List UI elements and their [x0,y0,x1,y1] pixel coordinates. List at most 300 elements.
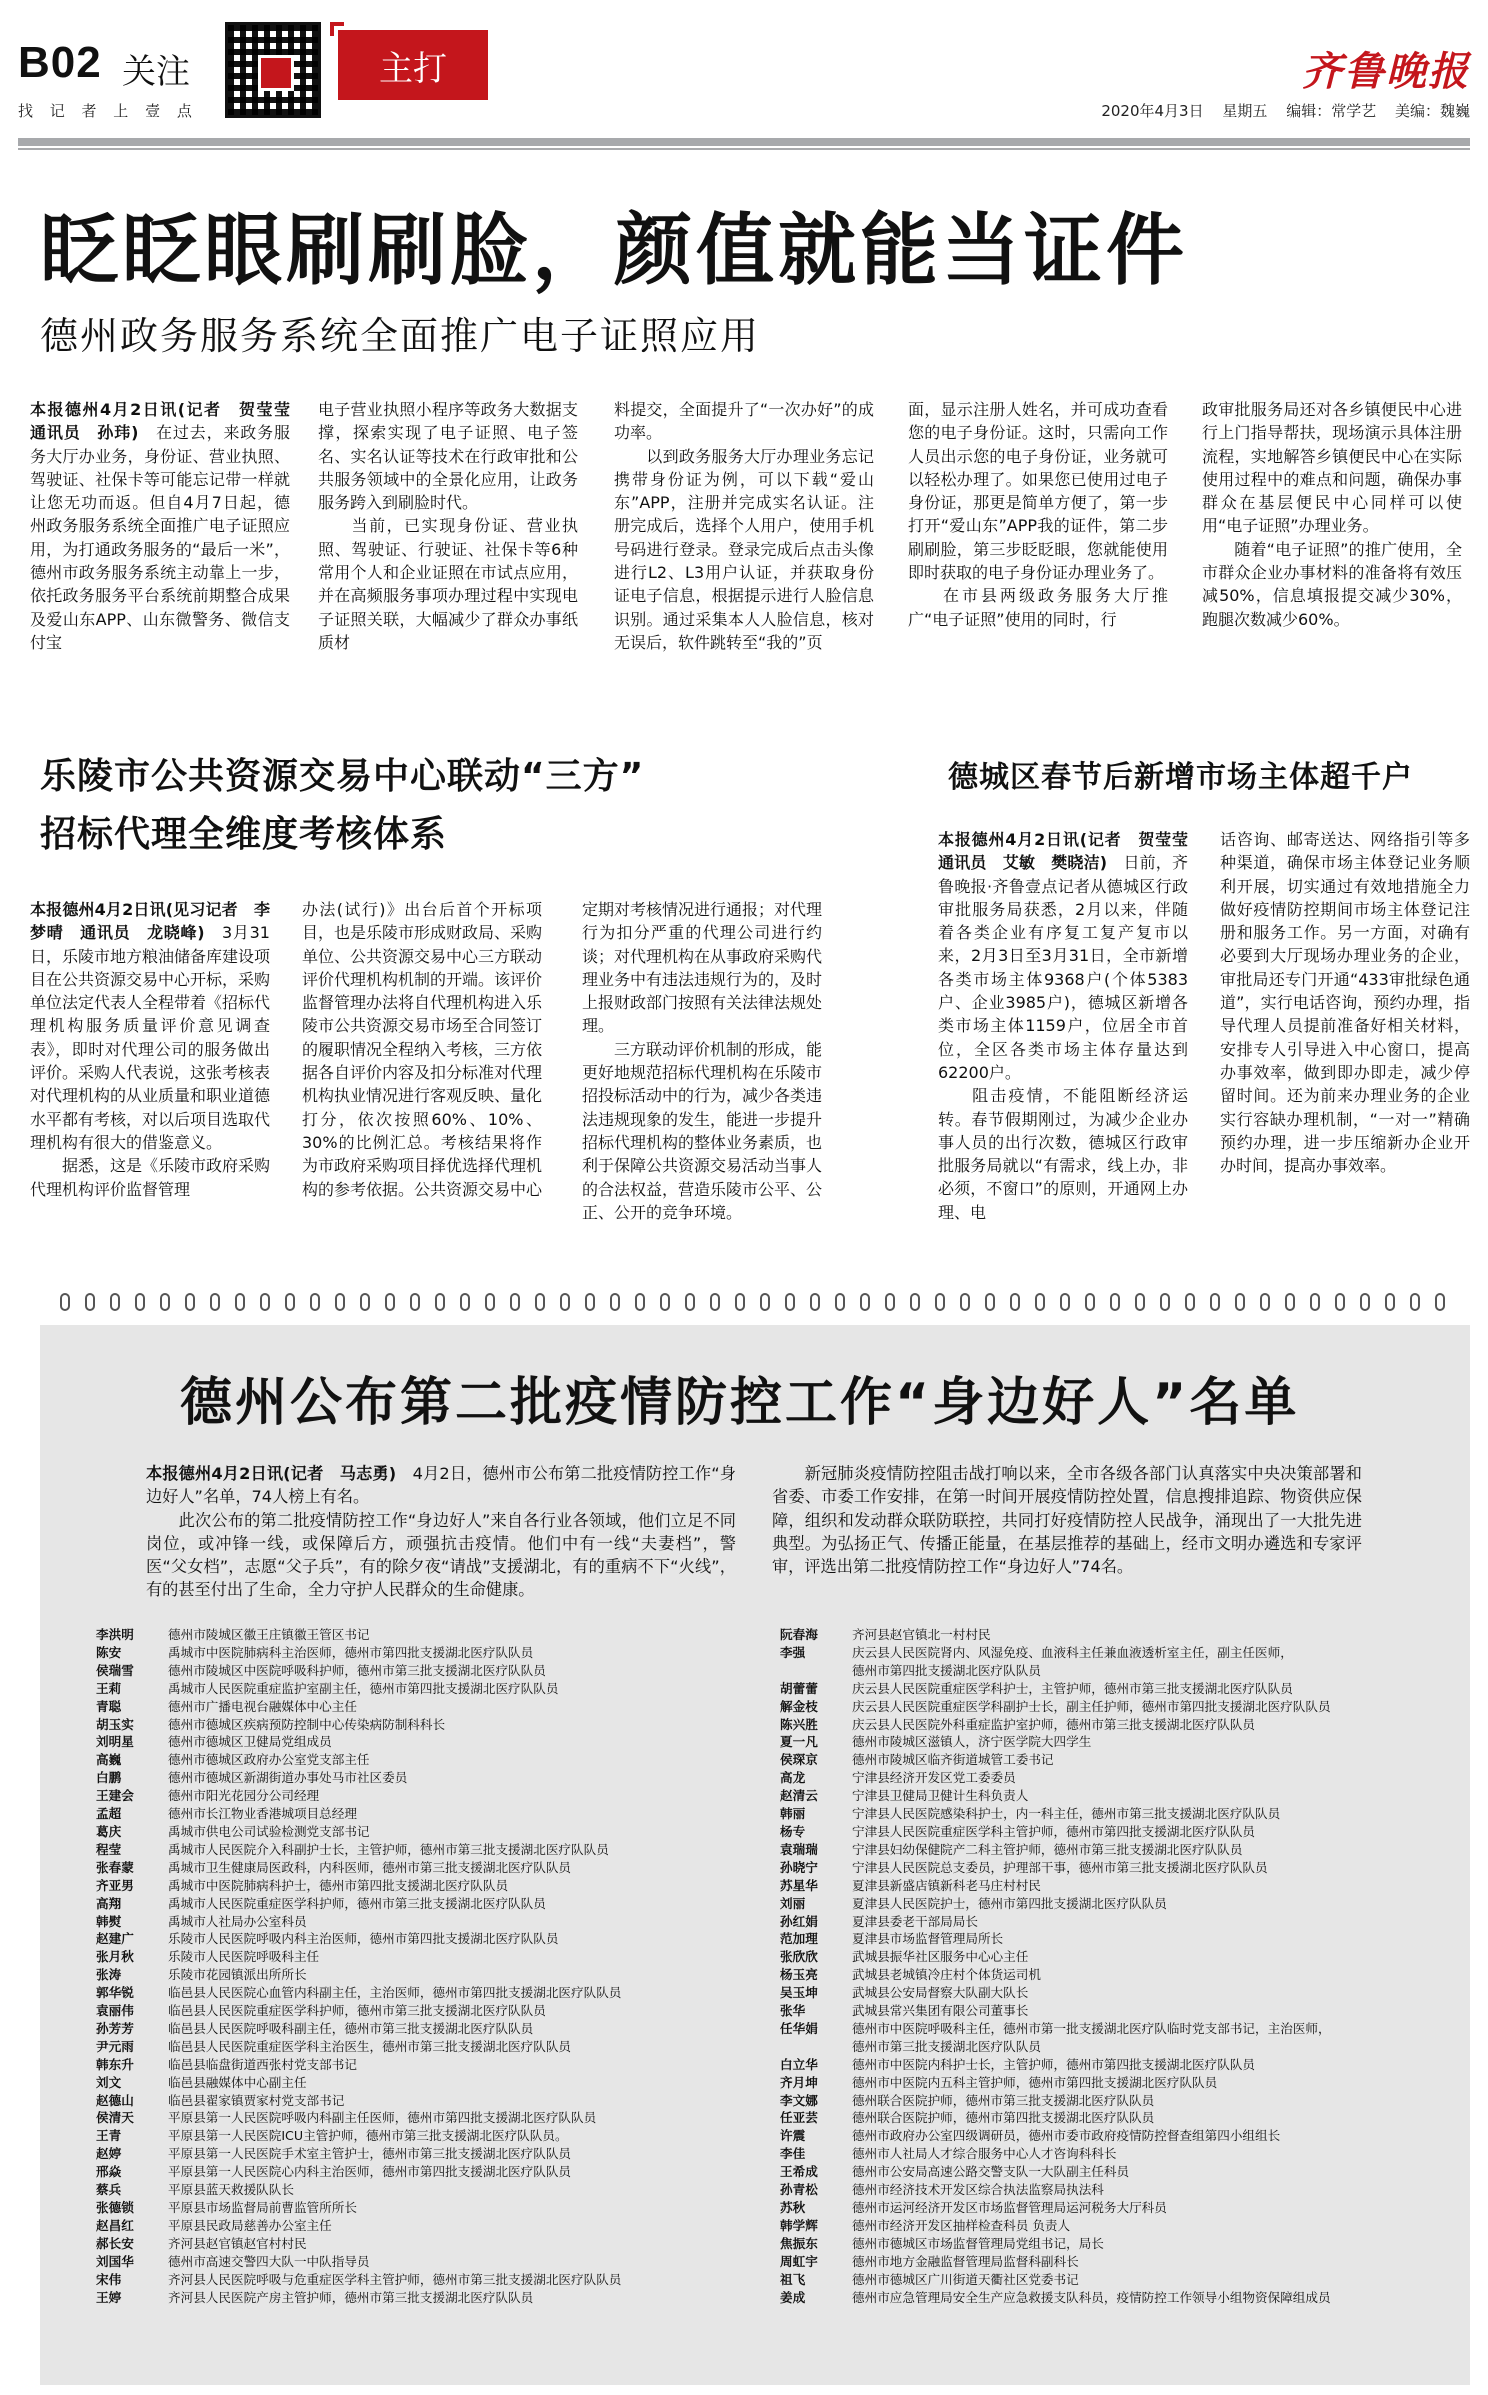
honoree-title: 德州市陵城区临齐街道城管工委书记 [852,1752,1054,1768]
list-item [780,2181,1460,2199]
list-item [780,2271,1460,2289]
honoree-name: 青聪 [96,1698,122,1714]
list-item [780,2145,1460,2163]
honoree-name: 齐月坤 [780,2074,818,2090]
honoree-title: 齐河县赵官镇赵官村村民 [168,2235,307,2251]
list-item [96,2056,776,2074]
honoree-name: 周虹宇 [780,2253,818,2269]
honoree-title: 德州市阳光花园分公司经理 [168,1788,320,1804]
honoree-name: 许震 [780,2128,806,2144]
honoree-name: 韩熨 [96,1913,122,1929]
list-item [96,2235,776,2253]
slogan: 找 记 者 上 壹 点 [18,102,198,120]
list-item [780,1841,1460,1859]
ring-icon [785,1293,795,1311]
honoree-title: 平原县第一人民医院心内科主治医师，德州市第四批支援湖北医疗队队员 [168,2164,571,2180]
list-item [96,1966,776,1984]
honoree-name: 赵德山 [96,2092,134,2108]
honoree-name: 杨专 [780,1823,806,1839]
honoree-title: 德州市公安局高速公路交警支队一大队副主任科员 [852,2164,1130,2180]
ring-icon [1060,1293,1070,1311]
ring-icon [1260,1293,1270,1311]
list-item [780,1948,1460,1966]
list-item [780,2127,1460,2145]
honoree-name: 高巍 [96,1752,122,1768]
list-item [780,1769,1460,1787]
list-item [780,2020,1460,2038]
honoree-name: 程莹 [96,1841,122,1857]
issue-date: 2020年4月3日 [1101,102,1204,120]
honoree-name: 张月秋 [96,1949,134,1965]
honoree-title: 临邑县人民医院重症医学科主治医生，德州市第三批支援湖北医疗队队员 [168,2038,571,2054]
honoree-name: 陈兴胜 [780,1716,818,1732]
honoree-title: 宁津县卫健局卫健计生科负责人 [852,1788,1029,1804]
honoree-name: 高龙 [780,1770,806,1786]
list-item [96,2002,776,2020]
honoree-name: 齐亚男 [96,1877,134,1893]
honoree-name: 王建会 [96,1788,134,1804]
honoree-title: 禹城市卫生健康局医政科，内科医师，德州市第三批支援湖北医疗队队员 [168,1859,571,1875]
ring-icon [1235,1293,1245,1311]
list-item [780,1787,1460,1805]
honoree-name: 王青 [96,2128,122,2144]
list-item [780,1680,1460,1698]
ring-icon [660,1293,670,1311]
list-item [96,1733,776,1751]
ring-icon [885,1293,895,1311]
honoree-title: 德州市德城区新湖街道办事处马市社区委员 [168,1770,408,1786]
honoree-name [780,2038,852,2056]
honoree-title: 德州市德城区卫健局党组成员 [168,1734,332,1750]
honoree-title: 夏津县人民医院护士，德州市第四批支援湖北医疗队队员 [852,1895,1167,1911]
honoree-title: 武城县常兴集团有限公司董事长 [852,2003,1029,2019]
list-item [780,2253,1460,2271]
header-rule-thin [18,148,1470,150]
list-item [96,2038,776,2056]
list-item [96,2253,776,2271]
story2-col-3: 定期对考核情况进行通报；对代理行为扣分严重的代理公司进行约谈；对代理机构在从事政府采购代理业务中有违法违规行为的，及时上报财政部门按照有关法律法规处理。 三方联动评价机制的形成，能更好地规范招标代理机构在乐陵市招投标活动中的行为，减少各类违法违规现象的发生，能进一步提升招标代理机构的整体业务素质，也利于保障公共资源交易活动当事人的合法权益，营造乐陵市公平、公正、公开的竞争环境。 [582,900,823,1222]
list-item [780,1966,1460,1984]
honoree-title: 德州市长江物业香港城项目总经理 [168,1806,357,1822]
ring-icon [1385,1293,1395,1311]
honoree-title: 禹城市供电公司试验检测党支部书记 [168,1823,370,1839]
list-item [96,1895,776,1913]
honoree-name: 刘国华 [96,2253,134,2269]
ring-icon [710,1293,720,1311]
honoree-name: 郭华锐 [96,1985,134,2001]
honoree-name: 孙青松 [780,2182,818,2198]
story3-headline: 德城区春节后新增市场主体超千户 [948,760,1413,795]
honoree-name: 李洪明 [96,1627,134,1642]
honoree-title: 武城县公安局督察大队副大队长 [852,1985,1029,2001]
honoree-title: 平原县蓝天救援队队长 [168,2182,294,2198]
ring-icon [1335,1293,1345,1311]
honoree-name: 高翔 [96,1895,122,1911]
honoree-name: 宋伟 [96,2271,122,2287]
ring-icon [860,1293,870,1311]
ring-icon [985,1293,995,1311]
list-item [780,1626,1460,1644]
honoree-name: 韩学辉 [780,2217,818,2233]
honoree-name: 张春蒙 [96,1859,134,1875]
ring-icon [685,1293,695,1311]
honoree-title: 禹城市人民医院介入科副护士长，主管护师，德州市第三批支援湖北医疗队队员 [168,1841,609,1857]
honoree-title: 庆云县人民医院重症医学科护士，主管护师，德州市第三批支援湖北医疗队队员 [852,1680,1293,1696]
honoree-name: 侯清天 [96,2110,134,2126]
binder-ring-divider [60,1293,1460,1313]
list-item [96,1662,776,1680]
ring-icon [1210,1293,1220,1311]
honoree-title: 乐陵市花园镇派出所所长 [168,1967,307,1983]
list-item [780,1662,1460,1680]
honoree-title: 德州市陵城区徽王庄镇徽王管区书记 [168,1627,370,1642]
honoree-title: 德州市应急管理局安全生产应急救援支队科员，疫情防控工作领导小组物资保障组成员 [852,2289,1331,2305]
story4-headline: 德州公布第二批疫情防控工作“身边好人”名单 [180,1373,1300,1433]
page-number: B02 [18,38,102,87]
honoree-title: 夏津县委老干部局局长 [852,1913,978,1929]
list-item [780,1751,1460,1769]
honoree-title: 临邑县融媒体中心副主任 [168,2074,307,2090]
list-item [96,1984,776,2002]
list-item [96,1948,776,1966]
honoree-title: 武城县振华社区服务中心心主任 [852,1949,1029,1965]
ring-icon [335,1293,345,1311]
honoree-title: 禹城市中医院肺病科护士，德州市第四批支援湖北医疗队队员 [168,1877,509,1893]
honoree-name: 杨玉亮 [780,1967,818,1983]
honoree-title: 乐陵市人民医院呼吸内科主治医师，德州市第四批支援湖北医疗队队员 [168,1931,559,1947]
list-item [96,1805,776,1823]
story2-col-2: 办法(试行)》出台后首个开标项目，也是乐陵市形成财政局、采购单位、公共资源交易中心三方联动评价代理机构机制的开端。该评价监督管理办法将自代理机构进入乐陵市公共资源交易市场至合同签订的履职情况全程纳入考核，三方依据各自评价内容及扣分标准对代理机构执业情况进行客观反映、量化打分，依次按照60%、10%、30%的比例汇总。考核结果将作为市政府采购项目择优选择代理机构的参考依据。公共资源交易中心 [302,900,543,1199]
ring-icon [160,1293,170,1311]
list-item [96,1680,776,1698]
list-item [96,1913,776,1931]
list-item [96,1769,776,1787]
honoree-name: 王希成 [780,2164,818,2180]
ring-icon [435,1293,445,1311]
honoree-title: 临邑县人民医院重症医学科护师，德州市第三批支援湖北医疗队队员 [168,2003,546,2019]
list-item [96,1626,776,1644]
list-item [96,2217,776,2235]
honoree-title: 德州联合医院护师，德州市第三批支援湖北医疗队队员 [852,2092,1155,2108]
honoree-name: 任华娟 [780,2020,818,2036]
qr-code-icon[interactable] [225,22,321,118]
honoree-name: 张涛 [96,1967,122,1983]
honoree-name: 袁丽伟 [96,2003,134,2019]
ring-icon [60,1293,70,1311]
list-item [780,2092,1460,2110]
honoree-name [780,1662,852,1680]
list-item [780,2056,1460,2074]
honoree-name: 韩东升 [96,2056,134,2072]
ring-icon [1085,1293,1095,1311]
list-item [780,2199,1460,2217]
honoree-name: 胡蕾蕾 [780,1680,818,1696]
newspaper-logo: 齐鲁晚报 [1302,48,1470,95]
honoree-title: 临邑县人民医院呼吸科副主任，德州市第三批支援湖北医疗队队员 [168,2020,534,2036]
honoree-title: 宁津县妇幼保健院产二科主管护师，德州市第三批支援湖北医疗队队员 [852,1841,1243,1857]
honoree-name: 白立华 [780,2056,818,2072]
honoree-name: 解金枝 [780,1698,818,1714]
story4-intro-right: 新冠肺炎疫情防控阻击战打响以来，全市各级各部门认真落实中央决策部署和省委、市委工作安排，在第一时间开展疫情防控处置，信息搜排追踪、物资供应保障，组织和发动群众联防联控，共同打好疫情防控人民战争，涌现出了一大批先进典型。为弘扬正气、传播正能量，在基层推荐的基础上，经市文明办遴选和专家评审，评选出第二批疫情防控工作“身边好人”74名。 [772,1464,1362,1577]
honoree-name: 李佳 [780,2146,806,2162]
list-item [780,2109,1460,2127]
ring-icon [385,1293,395,1311]
honoree-name: 苏星华 [780,1877,818,1893]
honoree-title: 临邑县翟家镇贾家村党支部书记 [168,2092,345,2108]
list-item [96,1823,776,1841]
list-item [96,1859,776,1877]
honoree-name: 侯瑞雪 [96,1662,134,1678]
honoree-title: 平原县第一人民医院手术室主管护士，德州市第三批支援湖北医疗队队员 [168,2146,571,2162]
list-item [96,1698,776,1716]
honoree-title: 德州市德城区市场监督管理局党组书记，局长 [852,2235,1104,2251]
ring-icon [1135,1293,1145,1311]
section-name: 关注 [122,52,190,92]
list-item [96,2163,776,2181]
honoree-title: 夏津县新盛店镇新科老马庄村村民 [852,1877,1041,1893]
designer-credit: 美编：魏巍 [1394,102,1470,120]
honoree-title: 庆云县人民医院外科重症监护室护师，德州市第三批支援湖北医疗队队员 [852,1716,1255,1732]
ring-icon [760,1293,770,1311]
honoree-name: 白鹏 [96,1770,122,1786]
story2-col-1: 本报德州4月2日讯(见习记者 李梦晴 通讯员 龙晓峰) 3月31日，乐陵市地方粮油储备库建设项目在公共资源交易中心开标，采购单位法定代表人全程带着《招标代理机构服务质量评价意见调查表》，即时对代理公司的服务做出评价。采购人代表说，这张考核表对代理机构的从业质量和职业道德水平都有考核，对以后项目选取代理机构有很大的借鉴意义。 据悉，这是《乐陵市政府采购代理机构评价监督管理 [30,900,271,1199]
honoree-title: 武城县老城镇冷庄村个体货运司机 [852,1967,1041,1983]
honoree-title: 德州市广播电视台融媒体中心主任 [168,1698,357,1714]
lead-col-1: 本报德州4月2日讯(记者 贺莹莹 通讯员 孙玮) 在过去，来政务服务大厅办业务，身份证、营业执照、驾驶证、社保卡等可能忘记带一样就让您无功而返。但自4月7日起，德州政务服务系统全面推广电子证照应用，为打通政务服务的“最后一米”，德州市政务服务系统主动靠上一步，依托政务服务平台系统前期整合成果及爱山东APP、山东微警务、微信支付宝 [30,400,307,652]
list-item [780,2235,1460,2253]
honoree-title: 齐河县人民医院产房主管护师，德州市第三批支援湖北医疗队队员 [168,2289,534,2305]
honoree-title: 德州市第三批支援湖北医疗队队员 [852,2038,1041,2054]
honoree-name: 张华 [780,2003,806,2019]
honoree-name: 阮春海 [780,1627,818,1642]
list-item [780,2163,1460,2181]
honor-list-left [96,1626,776,2371]
ring-icon [310,1293,320,1311]
list-item [780,1644,1460,1662]
lead-subhead: 德州政务服务系统全面推广电子证照应用 [40,314,761,358]
honoree-title: 乐陵市人民医院呼吸科主任 [168,1949,320,1965]
honoree-name: 孟超 [96,1806,122,1822]
honoree-title: 宁津县人民医院总支委员，护理部干事，德州市第三批支援湖北医疗队队员 [852,1859,1268,1875]
ring-icon [610,1293,620,1311]
lead-col-4: 面，显示注册人姓名，并可成功查看您的电子身份证。这时，只需向工作人员出示您的电子身份证，业务就可以轻松办理了。如果您已使用过电子身份证，那更是简单方便了，第一步打开“爱山东”APP我的证件，第二步刷刷脸，第三步眨眨眼，您就能使用即时获取的电子身份证办理业务了。 在市县两级政务服务大厅推广“电子证照”使用的同时，行 [908,400,1168,629]
honoree-name: 侯琛京 [780,1752,818,1768]
ring-icon [210,1293,220,1311]
ring-icon [260,1293,270,1311]
honoree-name: 赵建广 [96,1931,134,1947]
honoree-title: 德州市陵城区滋镇人，济宁医学院大四学生 [852,1734,1092,1750]
honoree-name: 邢焱 [96,2164,122,2180]
honoree-title: 宁津县经济开发区党工委委员 [852,1770,1016,1786]
list-item [780,2038,1460,2056]
honoree-name: 葛庆 [96,1823,122,1839]
honoree-title: 德州市中医院内五科主管护师，德州市第四批支援湖北医疗队队员 [852,2074,1218,2090]
honoree-name: 胡玉实 [96,1716,134,1732]
list-item [96,2092,776,2110]
honoree-title: 平原县市场监督局前曹监管所所长 [168,2200,357,2215]
honoree-title: 德州市运河经济开发区市场监督管理局运河税务大厅科员 [852,2200,1167,2215]
ring-icon [510,1293,520,1311]
list-item [96,2127,776,2145]
ring-icon [1410,1293,1420,1311]
story3-col-2: 话咨询、邮寄送达、网络指引等多种渠道，确保市场主体登记业务顺利开展，切实通过有效地措施全力做好疫情防控期间市场主体登记注册和服务工作。另一方面，对确有必要到大厅现场办理业务的企业，审批局还专门开通“433审批绿色通道”，实行电话咨询，预约办理，指导代理人员提前准备好相关材料，安排专人引导进入中心窗口，提高办事效率，做到即办即走，减少停留时间。还为前来办理业务的企业实行容缺办理机制，“一对一”精确预约办理，进一步压缩新办企业开办时间，提高办事效率。 [1220,830,1470,1176]
lead-headline: 眨眨眼刷刷脸，颜值就能当证件 [40,206,1189,296]
ring-icon [1110,1293,1120,1311]
column-tab: 主打 [338,30,488,100]
issue-weekday: 星期五 [1222,102,1268,120]
ring-icon [410,1293,420,1311]
list-item [96,2271,776,2289]
list-item [780,1930,1460,1948]
list-item [780,1805,1460,1823]
honoree-title: 禹城市中医院肺病科主治医师，德州市第四批支援湖北医疗队队员 [168,1644,534,1660]
honoree-name: 范加理 [780,1931,818,1947]
honoree-name: 刘丽 [780,1895,806,1911]
honoree-title: 德州市高速交警四大队一中队指导员 [168,2253,370,2269]
honoree-title: 德州市德城区广川街道天衢社区党委书记 [852,2271,1079,2287]
story4-intro-left: 本报德州4月2日讯(记者 马志勇) 4月2日，德州市公布第二批疫情防控工作“身边好人”名单，74人榜上有名。 此次公布的第二批疫情防控工作“身边好人”来自各行业各领域，他们立足不同岗位，或冲锋一线，或保障后方，顽强抗击疫情。他们中有一线“夫妻档”，警医“父女档”，志愿“父子兵”，有的除夕夜“请战”支援湖北，有的重病不下“火线”，有的甚至付出了生命，全力守护人民群众的生命健康。 [146,1464,736,1600]
list-item [780,1895,1460,1913]
list-item [96,2199,776,2217]
honoree-name: 张德锁 [96,2200,134,2215]
honoree-title: 宁津县人民医院感染科护士，内一科主任，德州市第三批支援湖北医疗队队员 [852,1806,1281,1822]
honoree-name: 王莉 [96,1680,122,1696]
list-item [780,1733,1460,1751]
honoree-name: 孙红娟 [780,1913,818,1929]
dateline [1087,100,1470,121]
list-item [780,2217,1460,2235]
list-item [780,1859,1460,1877]
ring-icon [85,1293,95,1311]
honoree-name: 夏一凡 [780,1734,818,1750]
list-item [96,2289,776,2307]
lead-col-3: 料提交，全面提升了“一次办好”的成功率。 以到政务服务大厅办理业务忘记携带身份证为例，可以下载“爱山东”APP，注册并完成实名认证。注册完成后，选择个人用户，使用手机号码进行登录。登录完成后点击头像进行L2、L3用户认证，并获取身份证电子信息，根据提示进行人脸信息识别。通过采集本人人脸信息，核对无误后，软件跳转至“我的”页 [614,400,874,652]
ring-icon [810,1293,820,1311]
honoree-title: 齐河县人民医院呼吸与危重症医学科主管护师，德州市第三批支援湖北医疗队队员 [168,2271,622,2287]
list-item [780,2289,1460,2307]
honoree-title: 临邑县临盘街道西张村党支部书记 [168,2056,357,2072]
honoree-title: 禹城市人社局办公室科员 [168,1913,307,1929]
honoree-title: 平原县第一人民医院ICU主管护师，德州市第三批支援湖北医疗队队员。 [168,2128,568,2144]
honoree-title: 平原县民政局慈善办公室主任 [168,2217,332,2233]
honoree-name: 蔡兵 [96,2182,122,2198]
header-rule [18,138,1470,146]
honoree-title: 禹城市人民医院重症医学科护师，德州市第三批支援湖北医疗队队员 [168,1895,546,1911]
honoree-title: 德州市中医院内科护士长，主管护师，德州市第四批支援湖北医疗队队员 [852,2056,1255,2072]
list-item [96,1877,776,1895]
ring-icon [185,1293,195,1311]
list-item [780,1716,1460,1734]
ring-icon [835,1293,845,1311]
story2-headline-line1: 乐陵市公共资源交易中心联动“三方” [40,756,645,797]
honoree-title: 德州市经济开发区抽样检查科员 负责人 [852,2217,1071,2233]
honoree-title: 德州市地方金融监督管理局监督科副科长 [852,2253,1079,2269]
ring-icon [1310,1293,1320,1311]
ring-icon [1435,1293,1445,1311]
honoree-name: 刘文 [96,2074,122,2090]
honoree-name: 刘明星 [96,1734,134,1750]
story3-col-1: 本报德州4月2日讯(记者 贺莹莹 通讯员 艾敏 樊晓洁) 日前，齐鲁晚报·齐鲁壹点记者从德城区行政审批服务局获悉，2月以来，伴随着各类企业有序复工复产复市以来，2月3日至3月31日，全市新增各类市场主体9368户(个体5383户、企业3985户)，德城区新增各类市场主体1159户，位居全市首位，全区各类市场主体存量达到62200户。 阻击疫情，不能阻断经济运转。春节假期刚过，为减少企业办事人员的出行次数，德城区行政审批服务局就以“有需求，线上办，非必须，不窗口”的原则，开通网上办理、电 [938,830,1205,1222]
lead-col-2: 电子营业执照小程序等政务大数据支撑，探索实现了电子证照、电子签名、实名认证等技术在行政审批和公共服务领域中的全景化应用，让政务服务跨入到刷脸时代。 当前，已实现身份证、营业执照、驾驶证、行驶证、社保卡等6种常用个人和企业证照在市试点应用，并在高频服务事项办理过程中实现电子证照关联，大幅减少了群众办事纸质材 [318,400,578,652]
ring-icon [1285,1293,1295,1311]
honoree-title: 德州市政府办公室四级调研员，德州市委市政府疫情防控督查组第四小组组长 [852,2128,1281,2144]
honoree-title: 禹城市人民医院重症监护室副主任，德州市第四批支援湖北医疗队队员 [168,1680,559,1696]
ring-icon [1010,1293,1020,1311]
honoree-name: 郝长安 [96,2235,134,2251]
editor-credit: 编辑：常学艺 [1286,102,1377,120]
honoree-name: 姜成 [780,2289,806,2305]
ring-icon [585,1293,595,1311]
list-item [96,1644,776,1662]
ring-icon [1360,1293,1370,1311]
honoree-name: 张欣欣 [780,1949,818,1965]
honoree-name: 祖飞 [780,2271,806,2287]
honoree-title: 德州市德城区疾病预防控制中心传染病防制科科长 [168,1716,446,1732]
ring-icon [960,1293,970,1311]
honoree-name: 王婷 [96,2289,122,2305]
honoree-name: 李强 [780,1644,806,1660]
list-item [96,2074,776,2092]
honoree-title: 庆云县人民医院肾内、风湿免疫、血液科主任兼血液透析室主任，副主任医师， [852,1644,1293,1660]
honoree-name: 尹元雨 [96,2038,134,2054]
list-item [780,1913,1460,1931]
honoree-name: 焦振东 [780,2235,818,2251]
ring-icon [735,1293,745,1311]
list-item [780,2074,1460,2092]
list-item [96,2181,776,2199]
honor-list-right [780,1626,1460,2371]
ring-icon [1160,1293,1170,1311]
list-item [96,2109,776,2127]
honoree-title: 德州联合医院护师，德州市第四批支援湖北医疗队队员 [852,2110,1155,2126]
ring-icon [535,1293,545,1311]
honoree-title: 临邑县人民医院心血管内科副主任，主治医师，德州市第四批支援湖北医疗队队员 [168,1985,622,2001]
list-item [780,1984,1460,2002]
honoree-name: 韩丽 [780,1806,806,1822]
ring-icon [110,1293,120,1311]
list-item [780,1823,1460,1841]
honoree-name: 陈安 [96,1644,122,1660]
list-item [780,2002,1460,2020]
list-item [96,1787,776,1805]
ring-icon [935,1293,945,1311]
list-item [96,1930,776,1948]
ring-icon [485,1293,495,1311]
honoree-title: 德州市人社局人才综合服务中心人才咨询科科长 [852,2146,1117,2162]
honoree-name: 赵婷 [96,2146,122,2162]
honoree-title: 宁津县人民医院重症医学科主管护师，德州市第四批支援湖北医疗队队员 [852,1823,1255,1839]
list-item [96,1716,776,1734]
honoree-name: 吴玉坤 [780,1985,818,2001]
ring-icon [235,1293,245,1311]
ring-icon [910,1293,920,1311]
list-item [96,1751,776,1769]
list-item [780,1877,1460,1895]
honoree-title: 德州市第四批支援湖北医疗队队员 [852,1662,1041,1678]
ring-icon [135,1293,145,1311]
honoree-name: 赵昌红 [96,2217,134,2233]
honoree-name: 李文娜 [780,2092,818,2108]
ring-icon [560,1293,570,1311]
honoree-title: 德州市经济技术开发区综合执法监察局执法科 [852,2182,1104,2198]
honoree-name: 苏秋 [780,2200,806,2215]
honoree-title: 夏津县市场监督管理局所长 [852,1931,1004,1947]
honoree-name: 孙晓宁 [780,1859,818,1875]
ring-icon [460,1293,470,1311]
honoree-name: 任亚芸 [780,2110,818,2126]
honoree-title: 德州市德城区政府办公室党支部主任 [168,1752,370,1768]
honoree-name: 袁瑞瑞 [780,1841,818,1857]
